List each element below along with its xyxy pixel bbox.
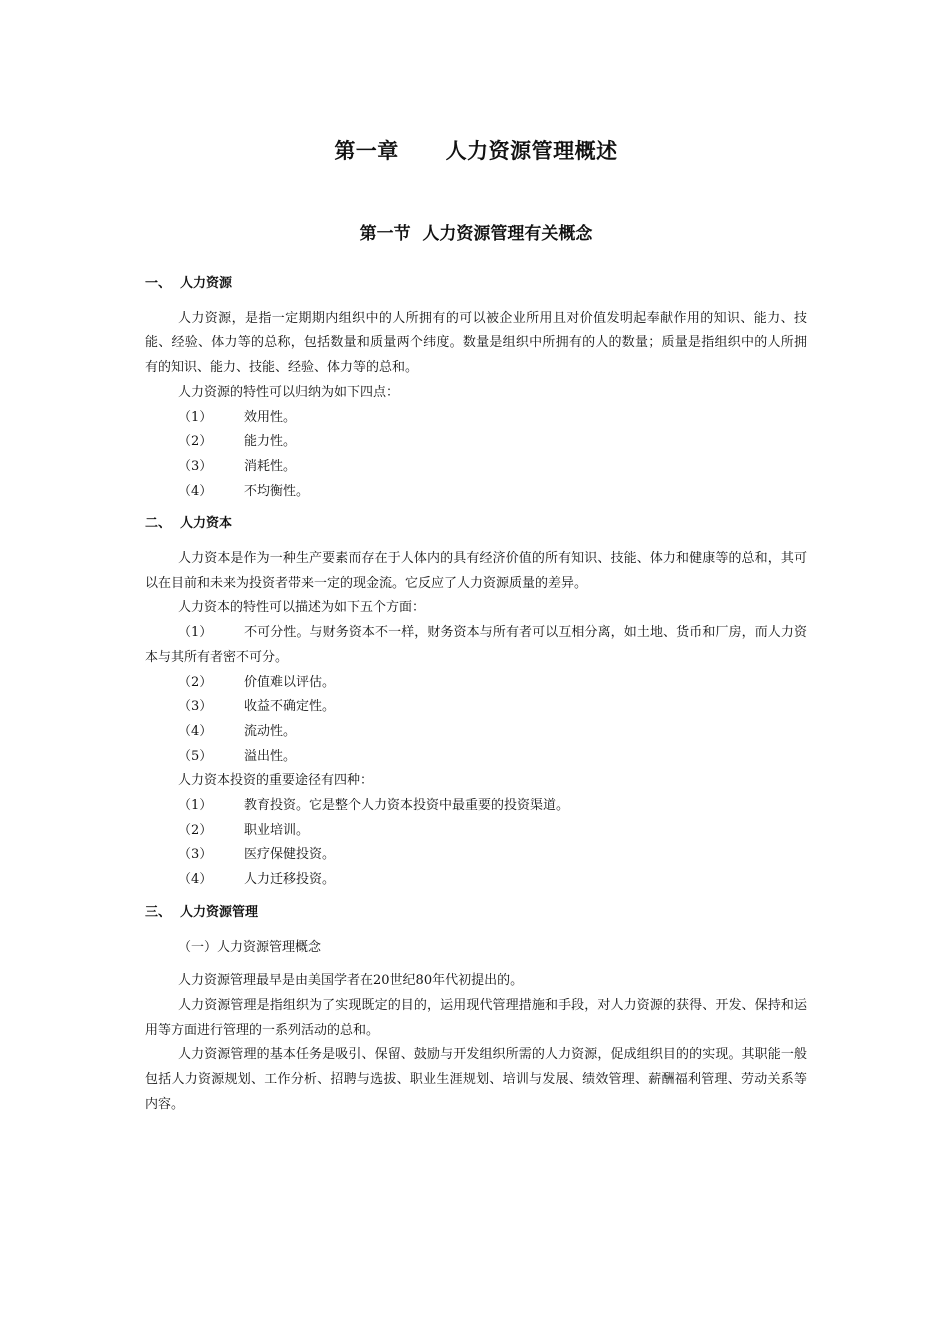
list-item <box>145 868 807 893</box>
list-number: （4） <box>178 483 213 499</box>
list-number: （1） <box>178 798 213 814</box>
list-text: 消耗性。 <box>244 458 297 474</box>
subheading-hrm-concept: （一）人力资源管理概念 <box>178 939 322 955</box>
list-item <box>145 406 807 431</box>
paragraph: 人力资本的特性可以描述为如下五个方面： <box>178 600 426 616</box>
chapter-title: 第一章 人力资源管理概述 <box>334 139 618 163</box>
paragraph: 人力资源的特性可以归纳为如下四点： <box>178 384 400 400</box>
list-text: 能力性。 <box>244 434 297 450</box>
paragraph: 人力资源管理最早是由美国学者在20世纪80年代初提出的。 <box>178 973 524 989</box>
list-item <box>145 455 807 480</box>
list-text: 溢出性。 <box>244 748 297 764</box>
paragraph: 人力资本是作为一种生产要素而存在于人体内的具有经济价值的所有知识、技能、体力和健康等的总和，其可以在目前和未来为投资者带来一定的现金流。它反应了人力资源质量的差异。 <box>145 551 807 591</box>
list-text: 教育投资。它是整个人力资本投资中最重要的投资渠道。 <box>244 798 570 814</box>
list-item <box>145 843 807 868</box>
list-text: 价值难以评估。 <box>244 674 336 690</box>
list-text: 流动性。 <box>244 723 297 739</box>
list-number: （3） <box>178 847 213 863</box>
list-item <box>145 720 807 745</box>
document-body <box>145 272 807 1117</box>
paragraph: 人力资源，是指一定期期内组织中的人所拥有的可以被企业所用且对价值发明起奉献作用的知识、能力、技能、经验、体力等的总称，包括数量和质量两个纬度。数量是组织中所拥有的人的数量；质量是指组织中的人所拥有的知识、能力、技能、经验、体力等的总和。 <box>145 310 807 376</box>
list-text: 不可分性。与财务资本不一样，财务资本与所有者可以互相分离，如土地、货币和厂房，而人力资本与其所有者密不可分。 <box>145 625 807 665</box>
list-number: （3） <box>178 699 213 715</box>
paragraph: 人力资本投资的重要途径有四种： <box>178 773 374 789</box>
list-number: （5） <box>178 748 213 764</box>
list-number: （2） <box>178 434 213 450</box>
list-number: （4） <box>178 872 213 888</box>
section-title: 第一节 人力资源管理有关概念 <box>359 224 593 244</box>
list-text: 医疗保健投资。 <box>244 847 336 863</box>
list-number: （3） <box>178 458 213 474</box>
list-item <box>145 621 807 670</box>
heading-hr-management: 三、 人力资源管理 <box>145 904 259 920</box>
paragraph: 人力资源管理是指组织为了实现既定的目的，运用现代管理措施和手段，对人力资源的获得、开发、保持和运用等方面进行管理的一系列活动的总和。 <box>145 997 807 1038</box>
heading-human-resources: 一、 人力资源 <box>145 276 233 291</box>
list-item <box>145 745 807 770</box>
list-item <box>145 794 807 819</box>
heading-human-capital: 二、 人力资本 <box>145 516 233 532</box>
paragraph: 人力资源管理的基本任务是吸引、保留、鼓励与开发组织所需的人力资源，促成组织目的的实现。其职能一般包括人力资源规划、工作分析、招聘与选拔、职业生涯规划、培训与发展、绩效管理、薪酬福利管理、劳动关系等内容。 <box>145 1047 807 1112</box>
list-item <box>145 695 807 720</box>
list-text: 人力迁移投资。 <box>244 872 336 888</box>
list-number: （2） <box>178 822 213 838</box>
list-text: 效用性。 <box>244 409 297 425</box>
list-number: （2） <box>178 674 213 690</box>
list-item <box>145 430 807 455</box>
list-item <box>145 480 807 505</box>
list-item <box>145 819 807 844</box>
list-number: （1） <box>178 409 213 425</box>
list-number: （4） <box>178 723 213 739</box>
list-text: 收益不确定性。 <box>244 699 336 715</box>
list-item <box>145 671 807 696</box>
list-text: 不均衡性。 <box>244 483 310 499</box>
list-text: 职业培训。 <box>244 822 310 838</box>
list-number: （1） <box>178 625 213 641</box>
